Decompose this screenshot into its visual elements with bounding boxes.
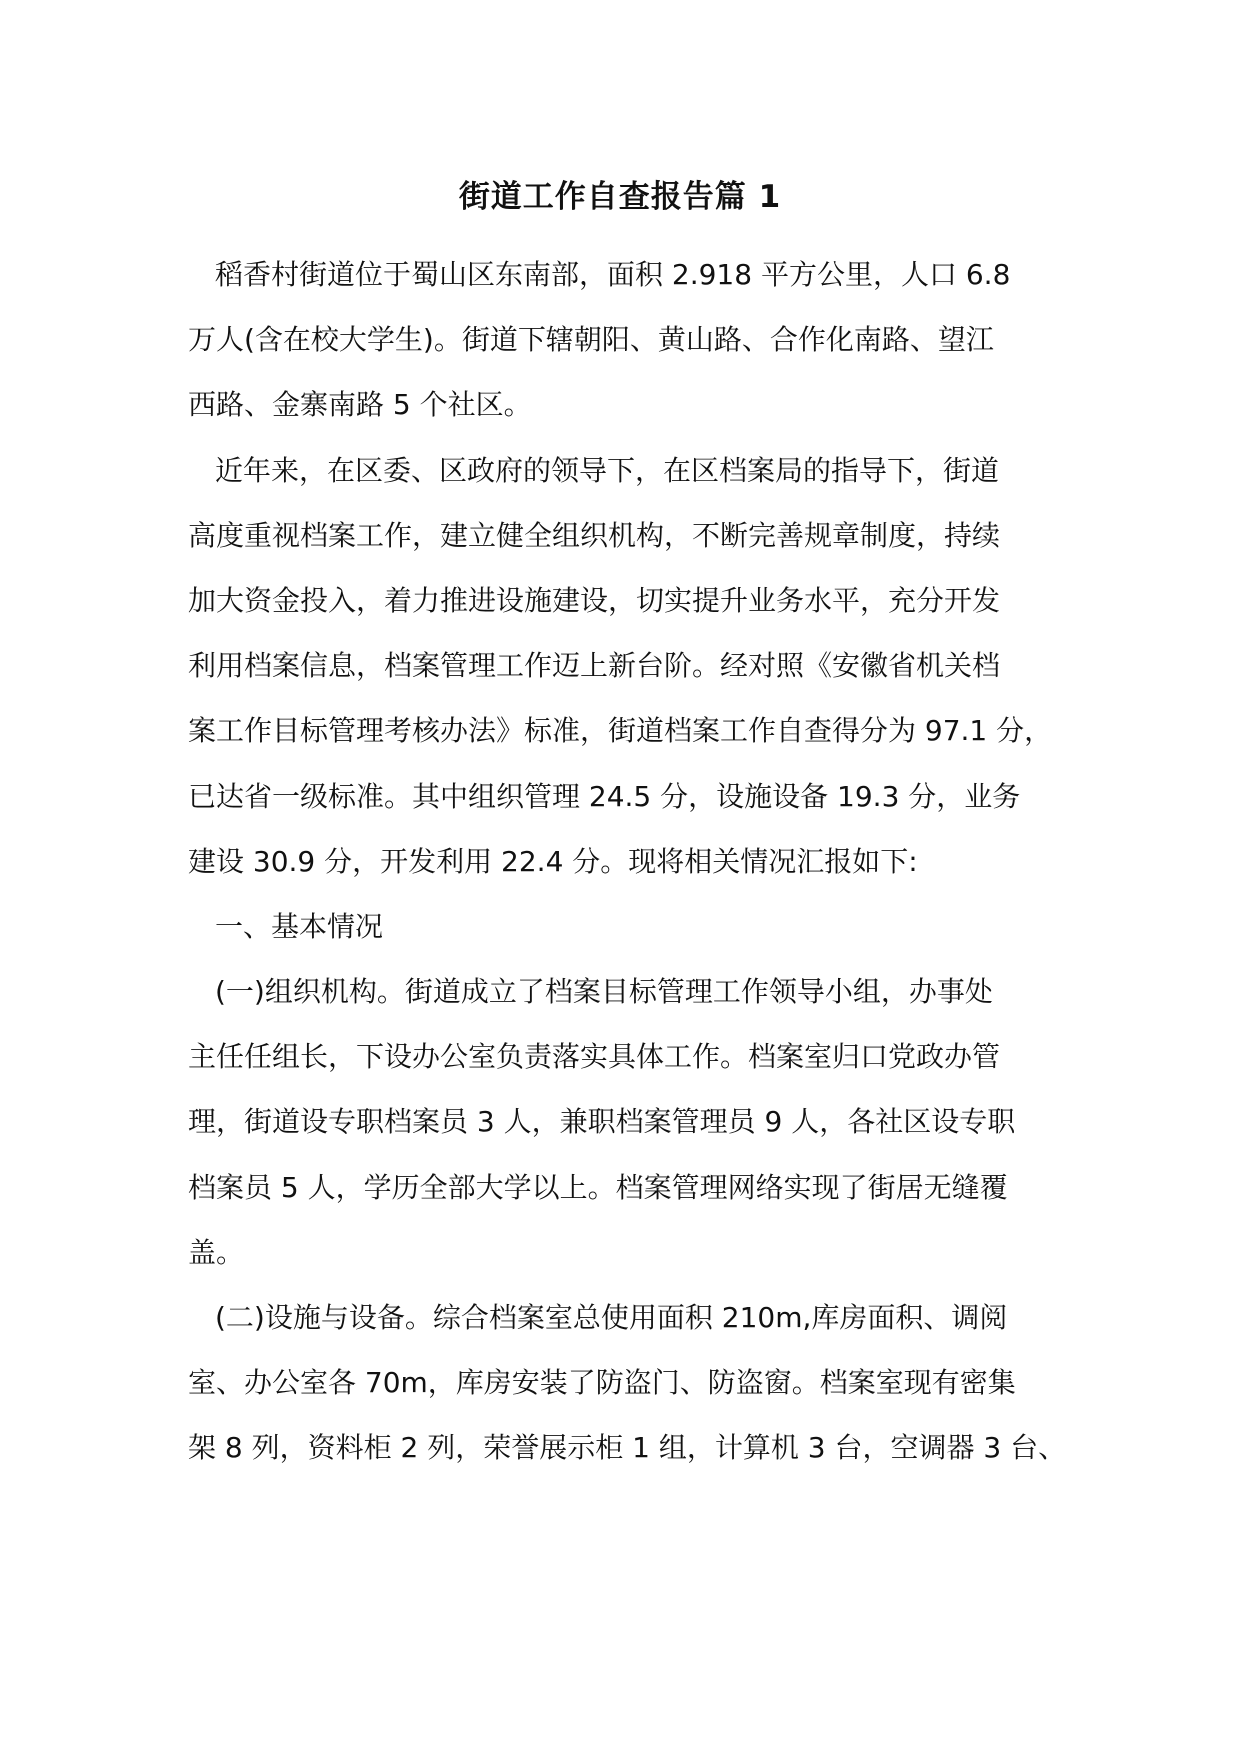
document-title: 街道工作自查报告篇 1	[458, 179, 782, 215]
text-line: 主任任组长，下设办公室负责落实具体工作。档案室归口党政办管	[188, 1040, 1001, 1074]
text-line: 高度重视档案工作，建立健全组织机构，不断完善规章制度，持续	[188, 518, 1001, 552]
text-line: 加大资金投入，着力推进设施建设，切实提升业务水平，充分开发	[188, 583, 1001, 617]
text-line: 档案员 5 人，学历全部大学以上。档案管理网络实现了街居无缝覆	[188, 1170, 1008, 1204]
text-line: 西路、金寨南路 5 个社区。	[188, 388, 532, 422]
text-line: 建设 30.9 分，开发利用 22.4 分。现将相关情况汇报如下:	[188, 844, 918, 878]
text-line: 近年来，在区委、区政府的领导下，在区档案局的指导下，街道	[215, 453, 1000, 487]
text-line: 一、基本情况	[215, 909, 384, 943]
text-line: 已达省一级标准。其中组织管理 24.5 分，设施设备 19.3 分，业务	[188, 779, 1021, 813]
text-line: 架 8 列，资料柜 2 列，荣誉展示柜 1 组，计算机 3 台，空调器 3 台、	[188, 1431, 1067, 1465]
document-body	[188, 242, 1084, 1481]
text-line: 案工作目标管理考核办法》标准，街道档案工作自查得分为 97.1 分，	[188, 714, 1053, 748]
text-line: 理，街道设专职档案员 3 人，兼职档案管理员 9 人，各社区设专职	[188, 1105, 1016, 1139]
text-line: 室、办公室各 70m，库房安装了防盗门、防盗窗。档案室现有密集	[188, 1366, 1016, 1400]
text-line: 盖。	[188, 1235, 245, 1269]
text-line: (一)组织机构。街道成立了档案目标管理工作领导小组，办事处	[215, 975, 993, 1009]
text-line: 利用档案信息，档案管理工作迈上新台阶。经对照《安徽省机关档	[188, 649, 1001, 683]
text-line: 万人(含在校大学生)。街道下辖朝阳、黄山路、合作化南路、望江	[188, 323, 994, 357]
text-line: (二)设施与设备。综合档案室总使用面积 210m,库房面积、调阅	[215, 1301, 1008, 1334]
text-line: 稻香村街道位于蜀山区东南部，面积 2.918 平方公里，人口 6.8	[215, 258, 1011, 291]
